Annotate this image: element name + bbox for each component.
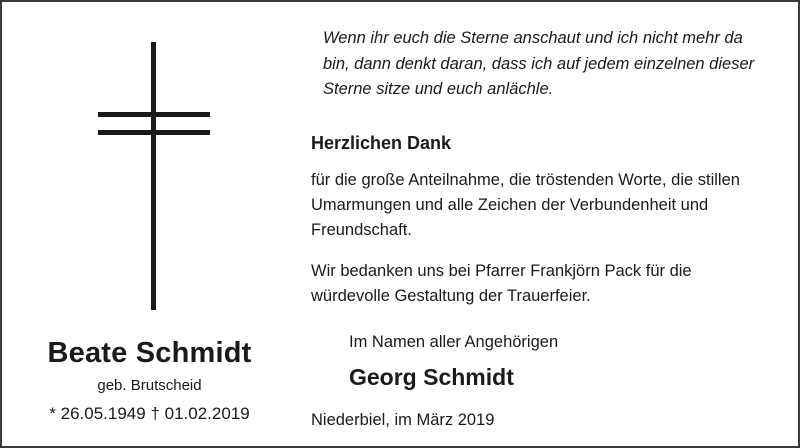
deceased-dates: * 26.05.1949 † 01.02.2019 — [49, 403, 250, 423]
thanks-heading: Herzlichen Dank — [311, 132, 452, 153]
memorial-quote: Wenn ihr euch die Sterne anschaut und ich nicht mehr da bin, dann denkt daran, dass ich auf jedem einzelnen dieser Sterne sitze und euch anlächle. — [323, 29, 755, 99]
deceased-name: Beate Schmidt — [47, 336, 252, 369]
cross-icon — [2, 30, 297, 310]
memorial-right-column — [297, 2, 798, 446]
place-and-date: Niederbiel, im März 2019 — [311, 411, 495, 430]
deceased-maiden-name: geb. Brutscheid — [97, 376, 202, 394]
thanks-paragraph-2: Wir bedanken uns bei Pfarrer Frankjörn Pack für die würdevolle Gestaltung der Trauerfeier. — [311, 261, 692, 305]
memorial-left-column — [2, 2, 297, 446]
on-behalf-text: Im Namen aller Angehörigen — [349, 333, 559, 352]
cross-vertical-bar — [151, 42, 156, 310]
thanks-paragraph-1: für die große Anteilnahme, die tröstenden Worte, die stillen Umarmungen und alle Zeichen der Verbundenheit und Freundschaft. — [311, 170, 740, 239]
cross-horizontal-bar-lower — [98, 130, 210, 135]
cross-horizontal-bar-upper — [98, 112, 210, 117]
signer-name: Georg Schmidt — [349, 364, 514, 391]
